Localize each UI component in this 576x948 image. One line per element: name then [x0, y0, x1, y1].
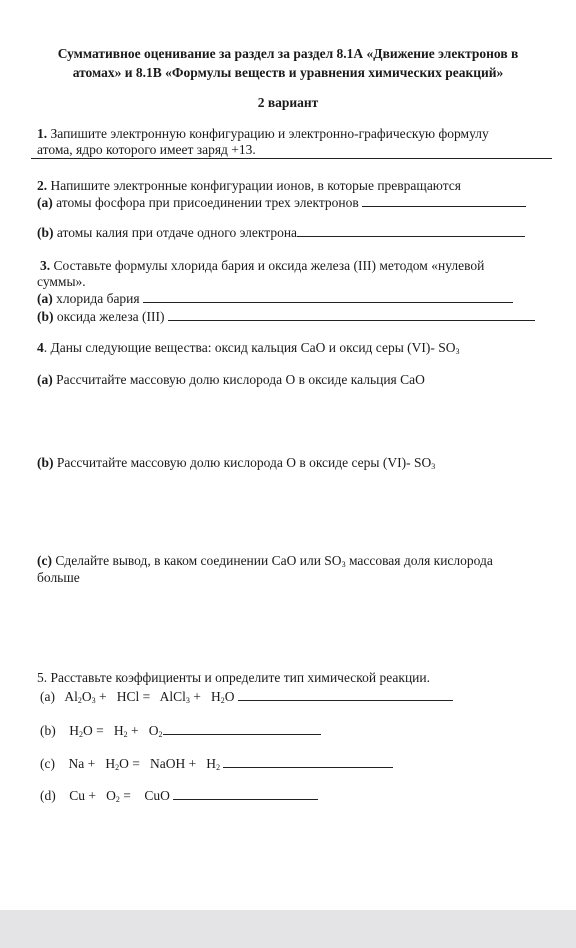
q5-b-label: (b): [40, 723, 56, 738]
q5-a-part-5: O: [224, 689, 235, 704]
q5-a-part-4: + H: [189, 689, 221, 704]
q5-a-part-1: Al: [64, 689, 78, 704]
title-line-2: атомах» и 8.1В «Формулы веществ и уравнения химических реакций»: [72, 65, 504, 80]
q3-a-answer-line[interactable]: [143, 290, 513, 303]
q5-d-sub-1: 2: [115, 795, 120, 804]
q3-a-label: (a): [37, 291, 53, 306]
q5-d-answer-line[interactable]: [173, 787, 318, 800]
q2-a-label: (a): [37, 195, 53, 210]
q4-a-label: (a): [37, 372, 53, 387]
q5-c-part-2: O = NaOH + H: [119, 756, 217, 771]
q5-d-equation: [69, 788, 170, 803]
q2-item-a: [37, 194, 526, 211]
q3-line-1: [40, 258, 484, 274]
q5-b-sub-1: 2: [79, 730, 83, 739]
q4-c-text-1: Сделайте вывод, в каком соединении CaO или SO: [51, 553, 342, 568]
q5-b-part-3: + O: [127, 723, 159, 738]
q4-number: 4: [37, 340, 44, 355]
q4-c-sub: 3: [341, 560, 346, 569]
q5-c-part-1: Na + H: [68, 756, 116, 771]
q4-b-text: Рассчитайте массовую долю кислорода O в оксиде серы (VI)- SO: [53, 455, 432, 470]
q5-a-part-3: + HCl = AlCl: [95, 689, 186, 704]
q4-b-sub: 3: [431, 462, 436, 471]
q5-d-part-2: = CuO: [119, 788, 170, 803]
q5-a-sub-1: 2: [77, 696, 82, 705]
q1-number: 1.: [37, 126, 48, 141]
q4-a-text: Рассчитайте массовую долю кислорода O в оксиде кальция CaO: [52, 372, 425, 387]
bottom-margin: [0, 910, 576, 948]
q5-c-label: (c): [40, 756, 55, 771]
q5-b-sub-2: 2: [123, 730, 128, 739]
q3-b-label: (b): [37, 309, 54, 324]
q4-c-label: (c): [37, 553, 52, 568]
q4-sub: 3: [455, 347, 460, 356]
q1-underline: [31, 158, 552, 159]
q4-b-label: (b): [37, 455, 54, 470]
q3-b-text: оксида железа (III): [53, 309, 165, 324]
q5-b-answer-line[interactable]: [163, 722, 321, 735]
q5-item-c: [40, 755, 393, 776]
q4-c-text-2: массовая доля кислорода: [345, 553, 493, 568]
q5-a-sub-2: 3: [91, 696, 96, 705]
q5-d-label: (d): [40, 788, 56, 803]
q3-b-answer-line[interactable]: [168, 308, 535, 321]
q2-item-b: [37, 224, 525, 241]
q4-item-c: [37, 553, 493, 573]
q5-b-part-2: O = H: [83, 723, 124, 738]
q3-a-text: хлорида бария: [52, 291, 140, 306]
q5-item-a: [40, 688, 453, 709]
title-line-1: Суммативное оценивание за раздел за раздел 8.1А «Движение электронов в: [57, 46, 519, 61]
q3-number: 3.: [40, 258, 51, 273]
q5-a-part-2: O: [81, 689, 92, 704]
q5-a-answer-line[interactable]: [238, 688, 453, 701]
q4-c-line-2: больше: [37, 570, 80, 585]
q5-b-part-1: H: [69, 723, 79, 738]
q5-item-d: [40, 787, 318, 808]
q4-item-a: [37, 372, 425, 388]
q5-c-equation: [68, 756, 220, 771]
q2-number: 2.: [37, 178, 48, 193]
q5-item-b: [40, 722, 321, 743]
q3-item-a: [37, 290, 513, 307]
q2-text: Напишите электронные конфигурации ионов, в которые превращаются: [47, 178, 461, 193]
q1-text-1: Запишите электронную конфигурацию и электронно-графическую формулу: [47, 126, 489, 141]
q4-text: . Даны следующие вещества: оксид кальция CaO и оксид серы (VI)- SO: [43, 340, 456, 355]
q5-c-sub-2: 2: [216, 763, 221, 772]
q5-text: 5. Расставьте коэффициенты и определите тип химической реакции.: [37, 670, 431, 685]
variant-label: 2 вариант: [257, 95, 319, 110]
q5-d-part-1: Cu + O: [69, 788, 116, 803]
q2-line-1: [37, 178, 461, 194]
q5-b-equation: [69, 723, 162, 738]
q4-item-b: [37, 455, 435, 475]
q5-b-sub-3: 2: [158, 730, 163, 739]
q3-text-1: Составьте формулы хлорида бария и оксида железа (III) методом «нулевой: [50, 258, 485, 273]
q1-line-2: атома, ядро которого имеет заряд +13.: [37, 142, 256, 157]
q2-b-text: атомы калия при отдаче одного электрона: [53, 225, 298, 240]
q4-line: [37, 340, 460, 360]
q3-item-b: [37, 308, 535, 325]
q5-a-sub-3: 3: [185, 696, 190, 705]
q5-c-answer-line[interactable]: [223, 755, 393, 768]
q5-c-sub-1: 2: [115, 763, 120, 772]
q2-a-text: атомы фосфора при присоединении трех электронов: [52, 195, 359, 210]
q3-line-2: суммы».: [37, 274, 86, 289]
q2-b-answer-line[interactable]: [297, 224, 525, 237]
q2-b-label: (b): [37, 225, 54, 240]
q5-a-equation: [64, 689, 234, 704]
q5-a-label: (a): [40, 689, 55, 704]
q5-a-sub-4: 2: [220, 696, 225, 705]
q2-a-answer-line[interactable]: [362, 194, 526, 207]
q1-line-1: [37, 126, 489, 142]
